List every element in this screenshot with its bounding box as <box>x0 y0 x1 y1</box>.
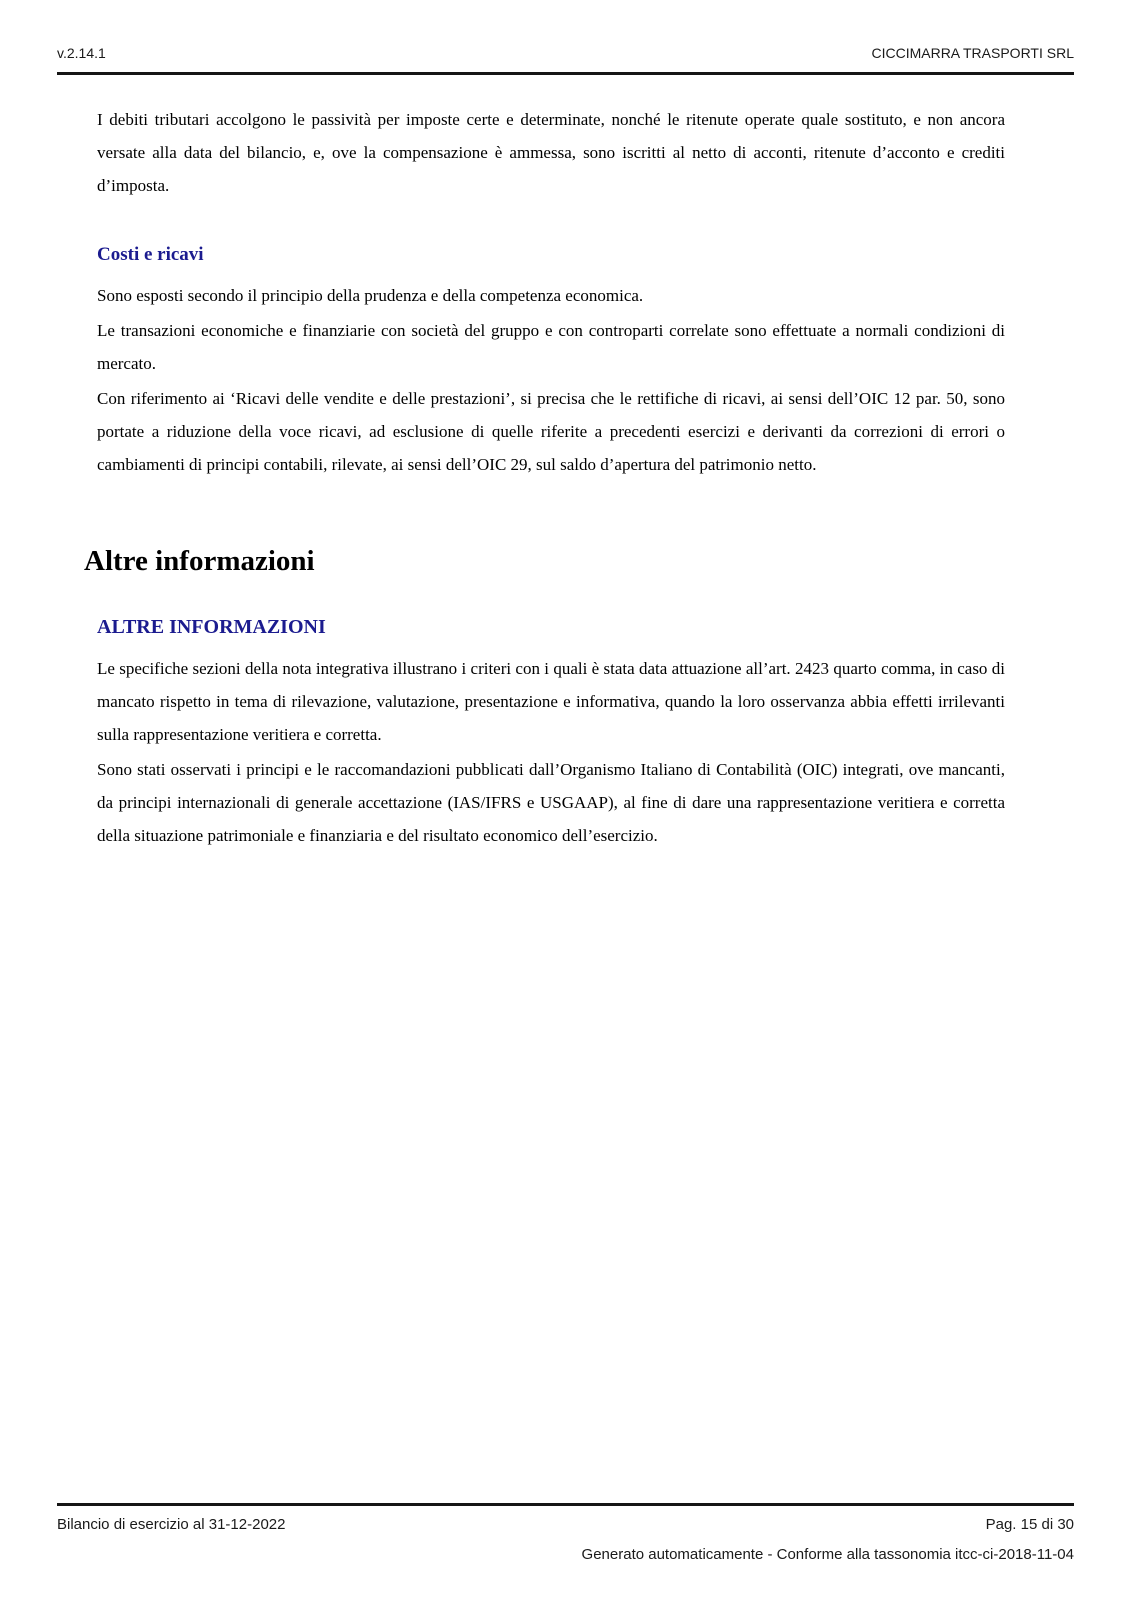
footer-rule <box>57 1503 1074 1506</box>
footer-generated-note: Generato automaticamente - Conforme alla tassonomia itcc-ci-2018-11-04 <box>581 1546 1074 1563</box>
header-company-name: CICCIMARRA TRASPORTI SRL <box>871 45 1074 61</box>
page-header <box>57 45 1074 61</box>
intro-paragraph: I debiti tributari accolgono le passività per imposte certe e determinate, nonché le ritenute operate quale sostituto, e non ancora versate alla data del bilancio, e, ove la compensazione è ammessa, sono iscritti al netto di acconti, ritenute d’acconto e crediti d’imposta. <box>97 110 1005 195</box>
altre-informazioni-subheading: ALTRE INFORMAZIONI <box>97 616 326 638</box>
footer-page-number: Pag. 15 di 30 <box>985 1516 1074 1533</box>
page-footer <box>57 1516 1074 1533</box>
altre-informazioni-title: Altre informazioni <box>84 545 315 577</box>
costi-e-ricavi-heading: Costi e ricavi <box>97 244 204 265</box>
altre-paragraph-1: Le specifiche sezioni della nota integrativa illustrano i criteri con i quali è stata data attuazione all’art. 2423 quarto comma, in caso di mancato rispetto in tema di rilevazione, valutazione, presentazione e informativa, quando la loro osservanza abbia effetti irrilevanti sulla rappresentazione veritiera e corretta. <box>97 659 1005 744</box>
header-version: v.2.14.1 <box>57 45 106 61</box>
footer-document-title: Bilancio di esercizio al 31-12-2022 <box>57 1516 286 1533</box>
costi-paragraph-2: Le transazioni economiche e finanziarie con società del gruppo e con controparti correlate sono effettuate a normali condizioni di mercato. <box>97 321 1005 373</box>
altre-paragraph-2: Sono stati osservati i principi e le raccomandazioni pubblicati dall’Organismo Italiano di Contabilità (OIC) integrati, ove mancanti, da principi internazionali di generale accettazione (IAS/IFRS e USGAAP), al fine di dare una rappresentazione veritiera e corretta della situazione patrimoniale e finanziaria e del risultato economico dell’esercizio. <box>97 760 1005 845</box>
header-rule <box>57 72 1074 75</box>
costi-paragraph-3: Con riferimento ai ‘Ricavi delle vendite e delle prestazioni’, si precisa che le rettifiche di ricavi, ai sensi dell’OIC 12 par. 50, sono portate a riduzione della voce ricavi, ad esclusione di quelle riferite a precedenti esercizi e derivanti da correzioni di errori o cambiamenti di principi contabili, rilevate, ai sensi dell’OIC 29, sul saldo d’apertura del patrimonio netto. <box>97 389 1005 474</box>
document-body <box>84 103 1005 854</box>
costi-paragraph-1: Sono esposti secondo il principio della prudenza e della competenza economica. <box>97 286 644 305</box>
